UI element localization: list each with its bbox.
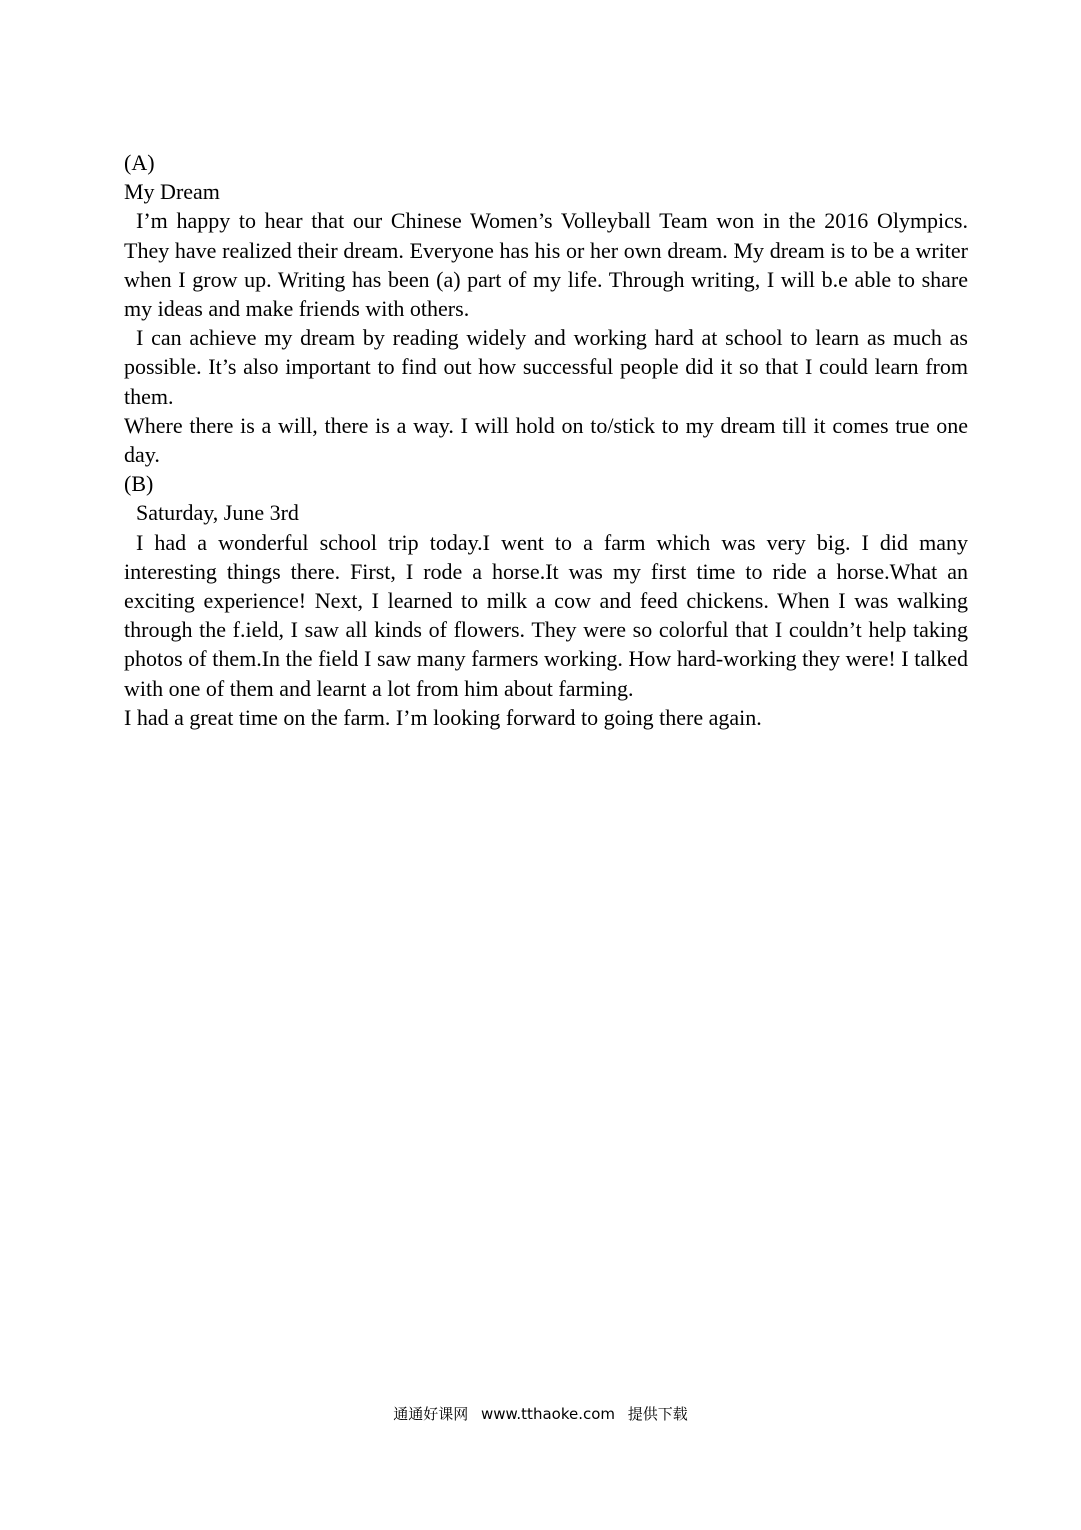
section-b-label: (B) [124, 471, 154, 497]
page-footer [0, 1403, 1081, 1425]
section-b-date: Saturday, June 3rd [136, 500, 299, 526]
section-b-paragraph-2: I had a great time on the farm. I’m looking forward to going there again. [124, 704, 762, 730]
section-b-paragraph-1: I had a wonderful school trip today.I went to a farm which was very big. I did many interesting things there. First, I rode a horse.It was my first time to ride a horse.What an exciting experience! Next, I learned to milk a cow and feed chickens. When I was walking through the f.ield, I saw all kinds of flowers. They were so colorful that I couldn’t help taking photos of them.In the field I saw many farmers working. How hard-working they were! I talked with one of them and learnt a lot from him about farming. [124, 529, 968, 701]
section-a-title: My Dream [124, 179, 220, 205]
footer-suffix: 提供下载 [627, 1405, 688, 1423]
document-body [124, 148, 968, 732]
footer-site-name: 通通好课网 [393, 1405, 469, 1423]
section-a-paragraph-2: I can achieve my dream by reading widely and working hard at school to learn as much as possible. It’s also important to find out how successful people did it so that I could learn from them. [124, 325, 968, 409]
footer-url: www.tthaoke.com [480, 1405, 616, 1423]
section-a-label: (A) [124, 150, 155, 175]
section-a-paragraph-1: I’m happy to hear that our Chinese Women’s Volleyball Team won in the 2016 Olympics. They have realized their dream. Everyone has his or her own dream. My dream is to be a writer when I grow up. Writing has been (a) part of my life. Through writing, I will b.e able to share my ideas and make friends with others. [124, 208, 968, 322]
section-a-paragraph-3: Where there is a will, there is a way. I will hold on to/stick to my dream till it comes true one day. [124, 412, 968, 468]
